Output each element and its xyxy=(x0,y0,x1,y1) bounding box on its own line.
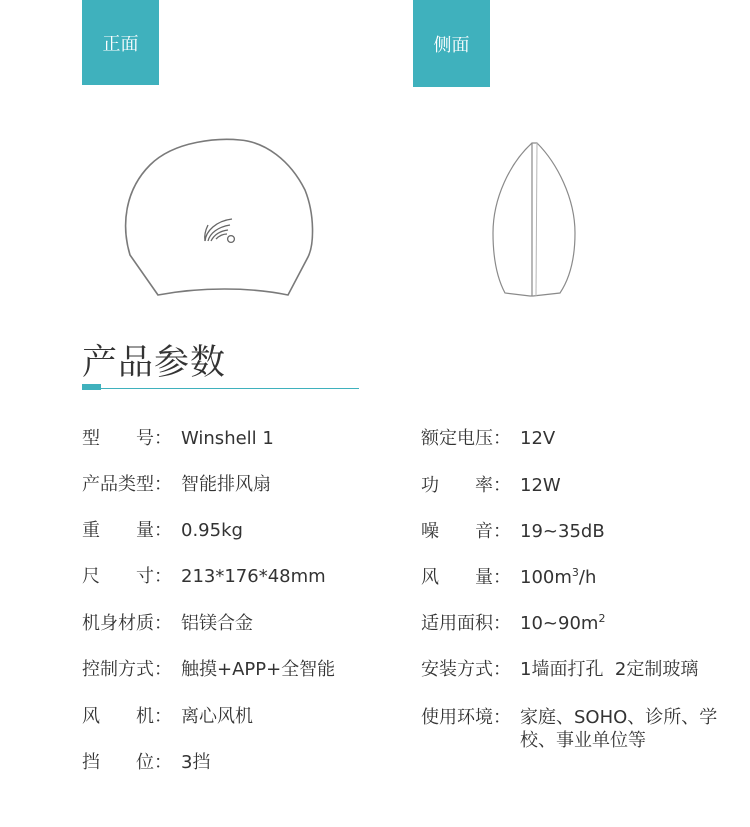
spec-label: 风 量： xyxy=(421,567,511,588)
spec-value: $100m^3/h$ xyxy=(520,566,597,588)
spec-value: 213*176*48mm xyxy=(181,566,326,587)
spec-row xyxy=(82,705,253,728)
title-underline xyxy=(82,388,359,389)
spec-row xyxy=(421,427,555,450)
spec-value: 1墙面打孔 2定制玻璃 xyxy=(520,659,699,680)
spec-value: Winshell 1 xyxy=(181,428,274,449)
spec-value: 触摸+APP+全智能 xyxy=(181,659,336,680)
spec-label: 重 量： xyxy=(82,520,172,541)
spec-row xyxy=(82,612,253,635)
spec-row xyxy=(82,751,210,774)
spec-row xyxy=(82,565,326,588)
spec-label: 风 机： xyxy=(82,706,172,727)
spec-row xyxy=(82,427,274,450)
side-housing-outline xyxy=(493,143,575,296)
spec-value: 铝镁合金 xyxy=(181,613,253,634)
spec-value: 19~35dB xyxy=(520,521,605,542)
spec-row xyxy=(421,520,605,543)
spec-row xyxy=(421,474,561,497)
spec-label: 适用面积 ： xyxy=(421,613,511,634)
spec-row xyxy=(82,658,335,681)
spec-value: 12V xyxy=(520,428,556,449)
side-seam-line-2 xyxy=(536,143,537,296)
spec-label: 机身材质 ： xyxy=(82,613,172,634)
spec-row xyxy=(82,519,243,542)
spec-label: 功 率： xyxy=(421,475,511,496)
spec-row xyxy=(421,706,730,752)
spec-row xyxy=(421,658,698,681)
spec-value: $10\sim 90m^2$ xyxy=(520,612,606,634)
spec-label: 产品类型 ： xyxy=(82,474,172,495)
spec-row xyxy=(421,612,605,635)
spec-value: 智能排风扇 xyxy=(181,474,271,495)
tab-front-label: 正面 xyxy=(102,33,139,55)
spec-value: 3挡 xyxy=(181,752,211,773)
spec-row xyxy=(82,473,271,496)
tab-front-view[interactable] xyxy=(82,0,159,85)
tab-side-view[interactable] xyxy=(413,0,490,87)
fan-logo-icon xyxy=(205,219,235,242)
spec-value: 离心风机 xyxy=(181,706,253,727)
spec-label: 挡 位： xyxy=(82,752,172,773)
spec-label: 噪 音： xyxy=(421,521,511,542)
section-title: 产品参数 xyxy=(82,343,227,383)
title-accent-bar xyxy=(82,384,101,390)
spec-label: 型 号： xyxy=(82,428,172,449)
spec-label: 控制方式 ： xyxy=(82,659,172,680)
spec-value: 家庭、SOHO、诊所、学校、事业单位等 xyxy=(520,707,718,751)
spec-value: 0.95kg xyxy=(181,520,243,541)
tab-side-label: 侧面 xyxy=(433,34,470,56)
front-housing-outline xyxy=(126,139,313,295)
spec-label: 额定电压 ： xyxy=(421,428,511,449)
spec-label: 使用环境 ： xyxy=(421,707,511,728)
side-view-drawing xyxy=(485,138,585,303)
front-view-drawing xyxy=(120,135,320,305)
spec-value: 12W xyxy=(520,475,561,496)
spec-row xyxy=(421,566,596,589)
spec-label: 安装方式 ： xyxy=(421,659,511,680)
spec-label: 尺 寸： xyxy=(82,566,172,587)
